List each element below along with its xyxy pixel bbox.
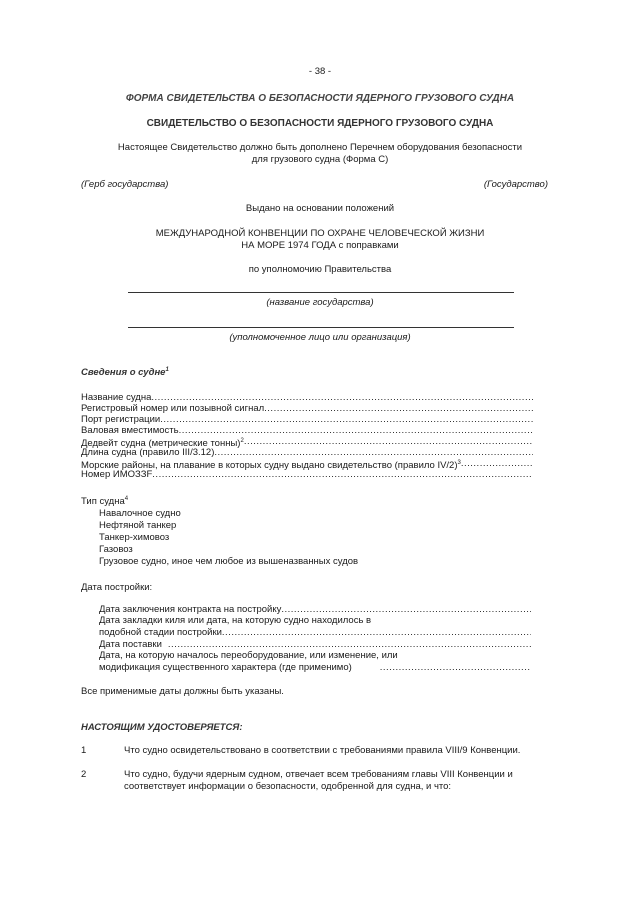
field-delivery-date[interactable]: Дата поставки ..... — [99, 639, 531, 650]
authority-line: по уполномочию Правительства — [248, 264, 392, 275]
form-title: ФОРМА СВИДЕТЕЛЬСТВА О БЕЗОПАСНОСТИ ЯДЕРНОГО ГРУЗОВОГО СУДНА — [125, 93, 515, 104]
dates-note: Все применимые даты должны быть указаны. — [81, 686, 284, 697]
field-keel-date[interactable]: подобной стадии постройки ..... — [99, 627, 531, 638]
state-name-line — [128, 292, 514, 293]
issued-under: Выдано на основании положений — [245, 203, 395, 214]
field-ship-length[interactable]: Длина судна (правило III/3.12) ..... — [81, 447, 533, 458]
field-ship-name[interactable]: Название судна ..... — [81, 392, 533, 403]
certify-item-number: 2 — [81, 769, 87, 780]
keel-date-line-1: Дата закладки киля или дата, на которую судно находилось в — [99, 615, 372, 626]
field-sea-areas[interactable]: Морские районы, на плавание в которых судну выдано свидетельство (правило IV/2)$^3$ ..... — [81, 458, 533, 471]
authorized-line — [128, 327, 514, 328]
certificate-title: СВИДЕТЕЛЬСТВО О БЕЗОПАСНОСТИ ЯДЕРНОГО ГРУЗОВОГО СУДНА — [146, 118, 494, 129]
supplement-line-1: Настоящее Свидетельство должно быть дополнено Перечнем оборудования безопасности — [117, 142, 523, 153]
authorized-caption: (уполномоченное лицо или организация) — [229, 332, 411, 343]
coat-of-arms-label: (Герб государства) — [81, 179, 169, 190]
supplement-line-2: для грузового судна (Форма С) — [251, 154, 389, 165]
ship-type-label: Тип судна$^4$ — [81, 496, 129, 508]
field-registry-number[interactable]: Регистровый номер или позывной сигнал ..... — [81, 403, 533, 414]
field-gross-tonnage[interactable]: Валовая вместимость ..... — [81, 425, 533, 436]
ship-info-heading: Сведения о судне$^1$ — [81, 367, 169, 379]
certify-item-2: Что судно, будучи ядерным судном, отвечает всем требованиям главы VIII Конвенции и соответствует информации о безопасности, одобренной для судна, и что: — [124, 769, 513, 792]
ship-type-option[interactable]: Нефтяной танкер — [99, 520, 177, 531]
field-deadweight[interactable]: Дедвейт судна (метрические тонны)$^2$ ..... — [81, 436, 533, 449]
certify-item-number: 1 — [81, 745, 87, 756]
page-number: - 38 - — [308, 66, 332, 77]
conversion-date-line-1: Дата, на которую началось переоборудование, или изменение, или — [99, 650, 398, 661]
state-label: (Государство) — [483, 179, 548, 190]
convention-line-1: МЕЖДУНАРОДНОЙ КОНВЕНЦИИ ПО ОХРАНЕ ЧЕЛОВЕЧЕСКОЙ ЖИЗНИ — [155, 228, 485, 239]
field-conversion-date[interactable]: модификация существенного характера (где применимо) ..... — [99, 662, 531, 673]
ship-type-option[interactable]: Газовоз — [99, 544, 133, 555]
ship-type-option[interactable]: Танкер-химовоз — [99, 532, 170, 543]
field-imo-number[interactable]: Номер ИМОЗЗF ..... — [81, 469, 533, 480]
convention-line-2: НА МОРЕ 1974 ГОДА с поправками — [241, 240, 399, 251]
field-port-of-registry[interactable]: Порт регистрации ..... — [81, 414, 533, 425]
state-name-caption: (название государства) — [266, 297, 374, 308]
build-date-label: Дата постройки: — [81, 582, 153, 593]
ship-type-option[interactable]: Грузовое судно, иное чем любое из вышеназванных судов — [99, 556, 359, 567]
certify-item-1: Что судно освидетельствовано в соответствии с требованиями правила VIII/9 Конвенции. — [124, 745, 521, 756]
certify-heading: НАСТОЯЩИМ УДОСТОВЕРЯЕТСЯ: — [81, 722, 243, 733]
ship-type-option[interactable]: Навалочное судно — [99, 508, 181, 519]
field-contract-date[interactable]: Дата заключения контракта на постройку ..... — [99, 604, 531, 615]
